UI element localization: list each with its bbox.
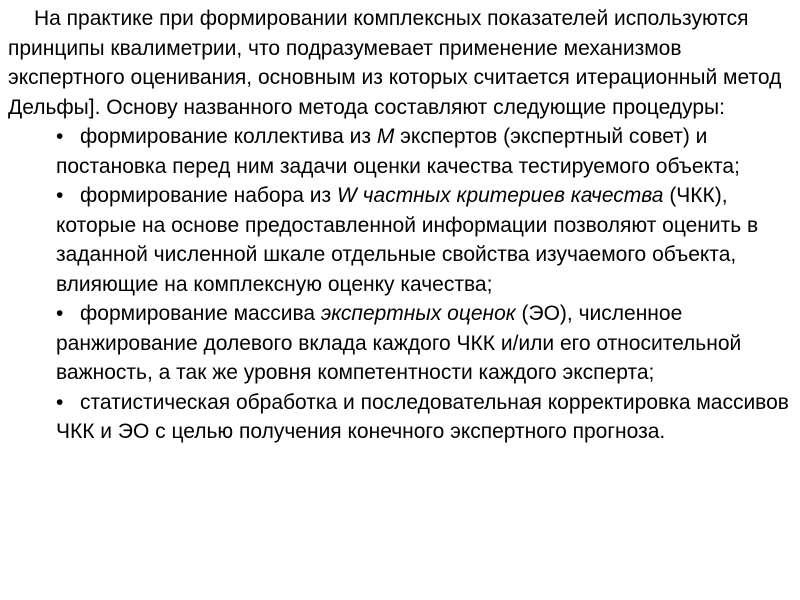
item-text-end: экспертов (экспертный совет) и постановка перед ним задачи оценки качества тестируемого объекта; <box>56 125 740 178</box>
item-text: статистическая обработка и последовательная корректировка массивов ЧКК и ЭО с целью получения конечного экспертного прогноза. <box>56 390 789 443</box>
item-emphasis: экспертных оценок <box>320 302 516 325</box>
item-emphasis: W частных критериев качества <box>336 184 664 207</box>
item-text: формирование коллектива из <box>80 125 377 148</box>
intro-paragraph: На практике при формировании комплексных показателей используются принципы квалиметрии, что подразумевает применение механизмов экспертного оценивания, основным из которых считается итерационный метод Дельфы]. Основу названного метода составляют следующие процедуры: <box>8 7 782 119</box>
procedure-list <box>8 122 792 447</box>
text-block <box>8 4 792 447</box>
list-item <box>56 299 792 388</box>
list-item <box>56 388 792 447</box>
list-item <box>56 181 792 299</box>
bullet-icon: • <box>56 390 64 414</box>
item-text-end: (ЧКК), которые на основе предоставленной информации позволяют оценить в заданной численной шкале отдельные свойства изучаемого объекта, влияющие на комплексную оценку качества; <box>56 184 759 296</box>
item-text: формирование массива <box>80 302 321 325</box>
item-emphasis: M <box>376 125 395 148</box>
item-text-end: (ЭО), численное ранжирование долевого вклада каждого ЧКК и/или его относительной важность, а так же уровня компетентности каждого эксперта; <box>56 302 742 384</box>
list-item <box>56 122 792 181</box>
bullet-icon: • <box>56 302 64 325</box>
bullet-icon: • <box>56 125 64 148</box>
item-text: формирование набора из <box>80 184 337 207</box>
bullet-icon: • <box>56 184 64 207</box>
